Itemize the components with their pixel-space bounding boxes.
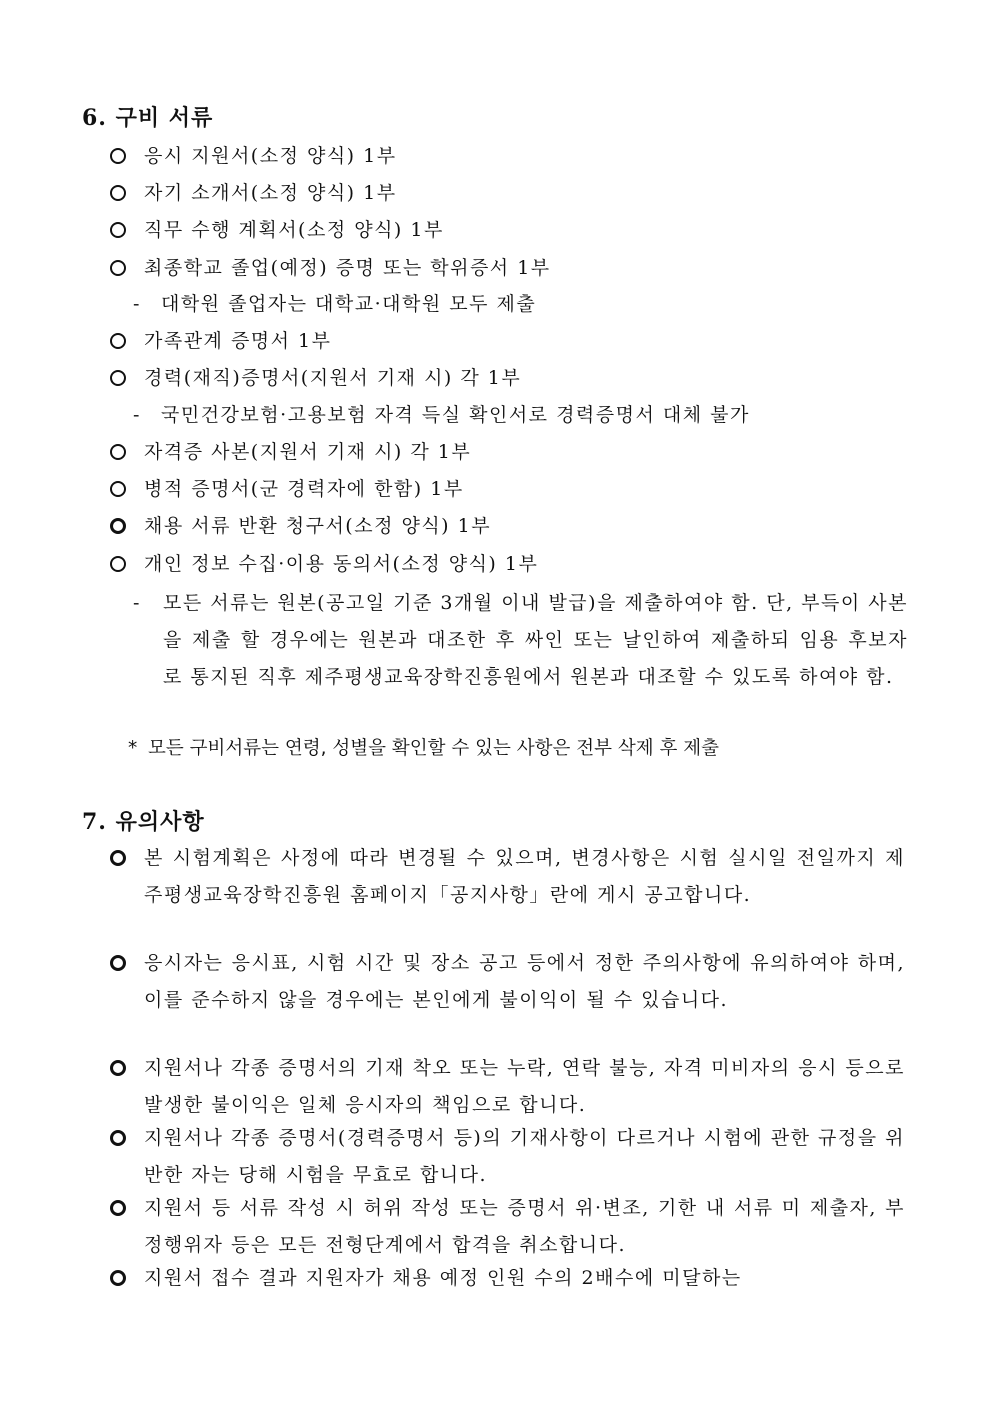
document-item-self-introduction: 자기 소개서(소정 양식) 1부	[110, 175, 905, 212]
circle-bullet-icon	[110, 955, 126, 971]
document-item-family-relation: 가족관계 증명서 1부	[110, 323, 905, 360]
circle-bullet-icon	[110, 481, 126, 497]
document-item-career-certificate: 경력(재직)증명서(지원서 기재 시) 각 1부	[110, 360, 905, 397]
sub-note-original-documents: - 모든 서류는 원본(공고일 기준 3개월 이내 발급)을 제출하여야 함. 단, 부득이 사본을 제출 할 경우에는 원본과 대조한 후 싸인 또는 날인하여 제출하되 임용 후보자로 통지된 직후 제주평생교육장학진흥원에서 원본과 대조할 수 있도록 하여야 함.	[133, 585, 908, 696]
circle-bullet-icon	[110, 148, 126, 164]
section-6-heading: 6. 구비 서류	[82, 105, 214, 131]
circle-bullet-icon	[110, 1130, 126, 1146]
document-item-application-form: 응시 지원서(소정 양식) 1부	[110, 138, 905, 175]
caution-item-document-errors: 지원서나 각종 증명서의 기재 착오 또는 누락, 연락 불능, 자격 미비자의 응시 등으로 발생한 불이익은 일체 응시자의 책임으로 합니다.	[110, 1050, 905, 1124]
caution-item-rule-violation: 지원서나 각종 증명서(경력증명서 등)의 기재사항이 다르거나 시험에 관한 규정을 위반한 자는 당해 시험을 무효로 합니다.	[110, 1120, 905, 1194]
section-7-heading: 7. 유의사항	[82, 809, 205, 835]
circle-bullet-icon	[110, 260, 126, 276]
document-item-privacy-consent: 개인 정보 수집·이용 동의서(소정 양식) 1부	[110, 546, 905, 583]
document-item-graduation-certificate: 최종학교 졸업(예정) 증명 또는 학위증서 1부	[110, 250, 905, 287]
document-item-military-record: 병적 증명서(군 경력자에 한함) 1부	[110, 471, 905, 508]
circle-bullet-icon	[110, 556, 126, 572]
circle-bullet-icon	[110, 222, 126, 238]
document-item-license-copy: 자격증 사본(지원서 기재 시) 각 1부	[110, 434, 905, 471]
remark-note: * 모든 구비서류는 연령, 성별을 확인할 수 있는 사항은 전부 삭제 후 제출	[128, 734, 719, 764]
document-item-return-request: 채용 서류 반환 청구서(소정 양식) 1부	[110, 508, 905, 545]
caution-item-false-documents: 지원서 등 서류 작성 시 허위 작성 또는 증명서 위·변조, 기한 내 서류 미 제출자, 부정행위자 등은 모든 전형단계에서 합격을 취소합니다.	[110, 1190, 905, 1264]
dash-marker: -	[133, 592, 141, 614]
dash-marker: -	[133, 293, 141, 315]
sub-note-insurance: - 국민건강보험·고용보험 자격 득실 확인서로 경력증명서 대체 불가	[133, 397, 908, 434]
dash-marker: -	[133, 404, 141, 426]
circle-bullet-icon	[110, 185, 126, 201]
document-item-work-plan: 직무 수행 계획서(소정 양식) 1부	[110, 212, 905, 249]
circle-bullet-icon	[110, 333, 126, 349]
circle-bullet-icon	[110, 1200, 126, 1216]
circle-bullet-icon	[110, 518, 126, 534]
circle-bullet-icon	[110, 444, 126, 460]
asterisk-marker: *	[128, 738, 138, 759]
circle-bullet-icon	[110, 1270, 126, 1286]
circle-bullet-icon	[110, 370, 126, 386]
caution-item-examinee-notice: 응시자는 응시표, 시험 시간 및 장소 공고 등에서 정한 주의사항에 유의하여야 하며, 이를 준수하지 않을 경우에는 본인에게 불이익이 될 수 있습니다.	[110, 945, 905, 1019]
sub-note-graduate-school: - 대학원 졸업자는 대학교·대학원 모두 제출	[133, 286, 908, 323]
caution-item-schedule-change: 본 시험계획은 사정에 따라 변경될 수 있으며, 변경사항은 시험 실시일 전일까지 제주평생교육장학진흥원 홈페이지「공지사항」란에 게시 공고합니다.	[110, 840, 905, 914]
caution-item-applicant-shortfall: 지원서 접수 결과 지원자가 채용 예정 인원 수의 2배수에 미달하는	[110, 1260, 905, 1297]
circle-bullet-icon	[110, 1060, 126, 1076]
circle-bullet-icon	[110, 850, 126, 866]
